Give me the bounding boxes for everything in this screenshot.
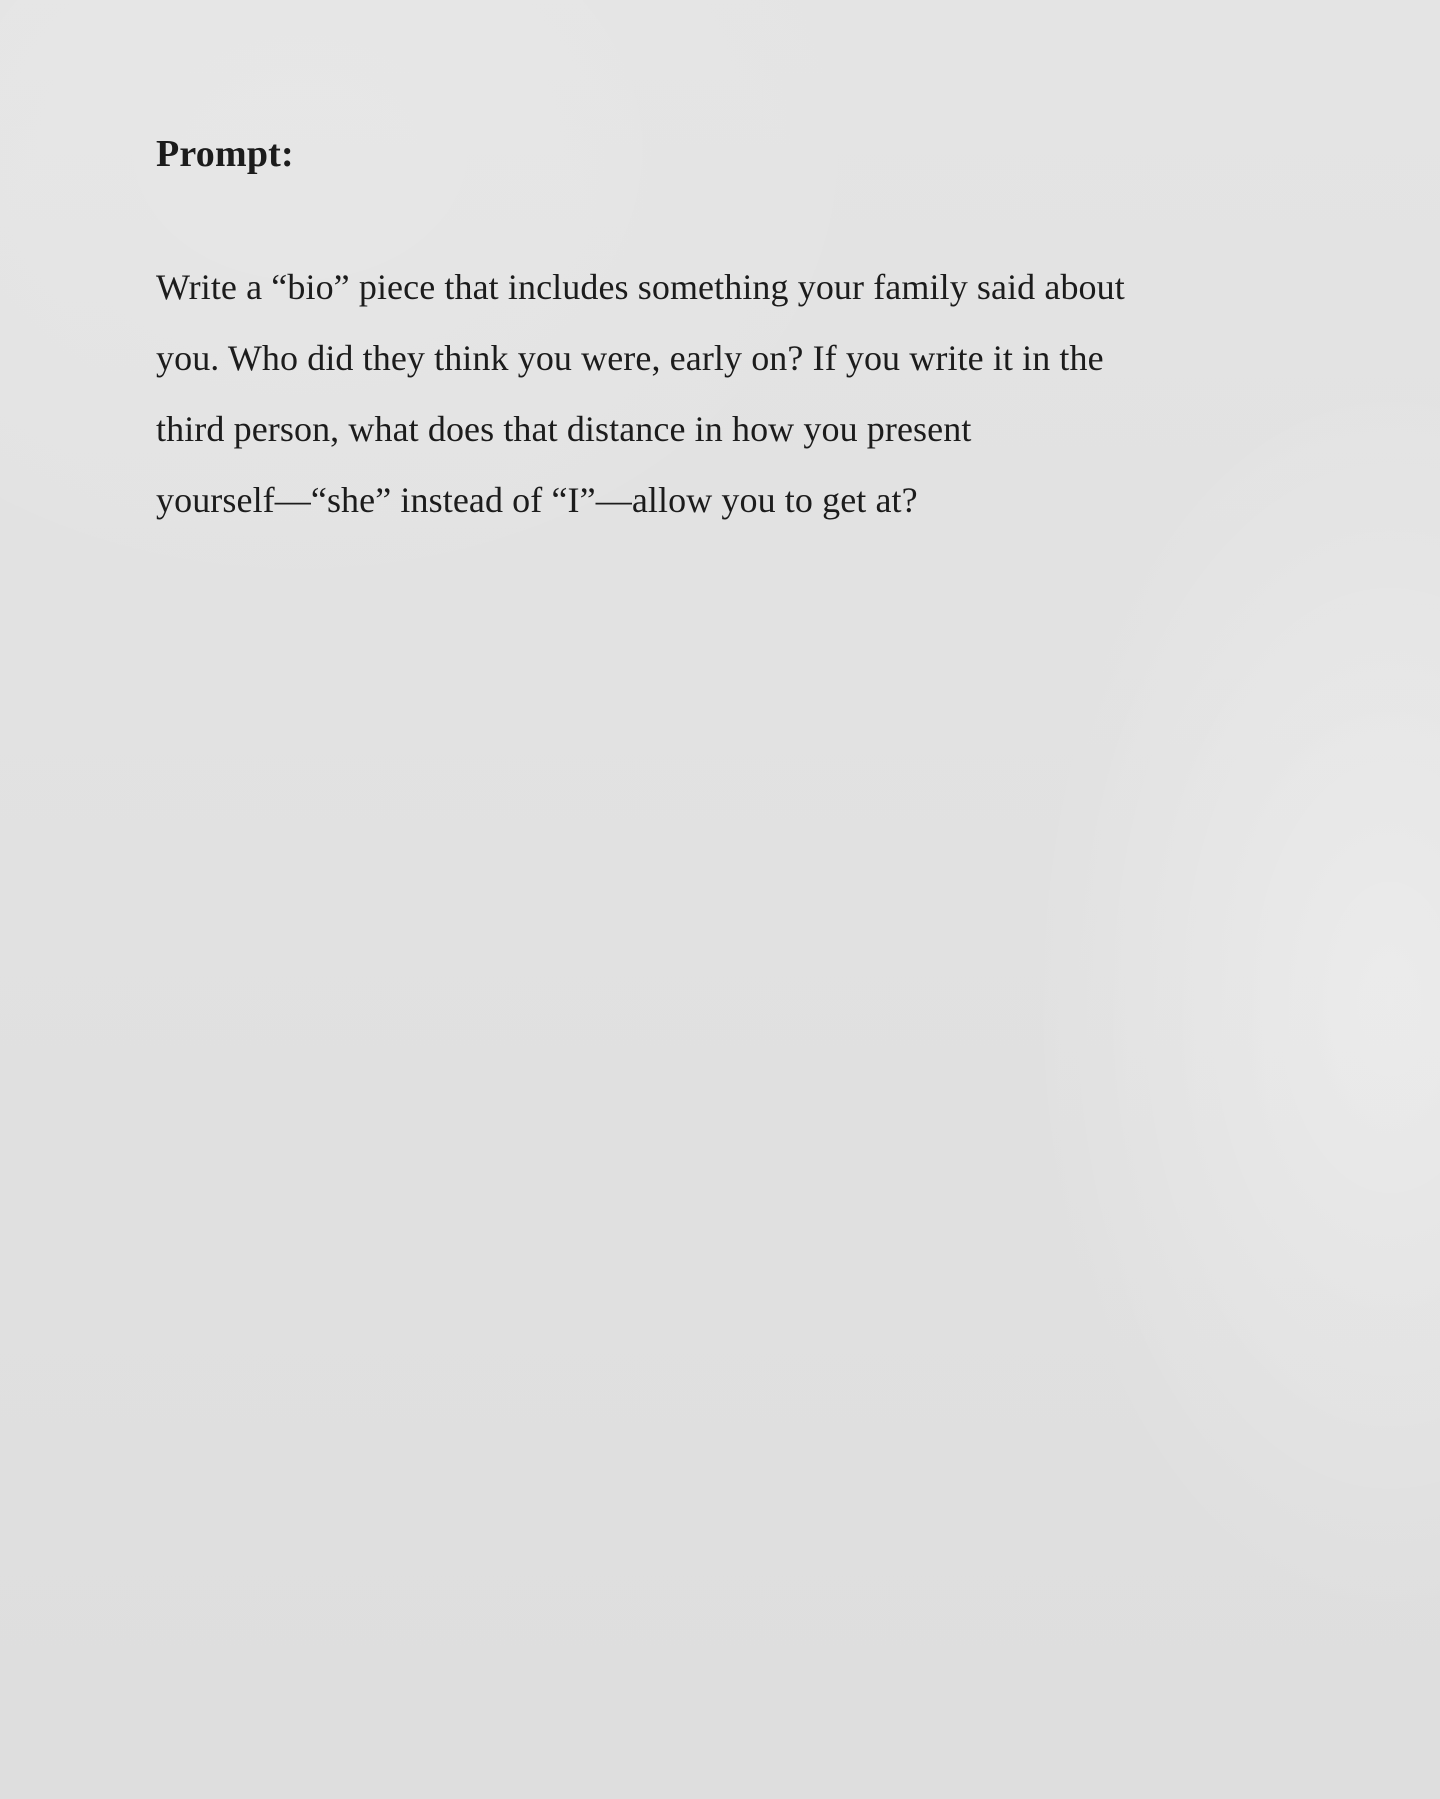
prompt-line: yourself—“she” instead of “I”—allow you to get at? xyxy=(156,480,918,520)
document-content xyxy=(156,128,1276,536)
prompt-line: Write a “bio” piece that includes something your family said about xyxy=(156,267,1125,307)
prompt-line: third person, what does that distance in how you present xyxy=(156,409,972,449)
prompt-heading: Prompt: xyxy=(156,133,294,175)
prompt-body xyxy=(156,252,1276,536)
prompt-line: you. Who did they think you were, early on? If you write it in the xyxy=(156,338,1104,378)
